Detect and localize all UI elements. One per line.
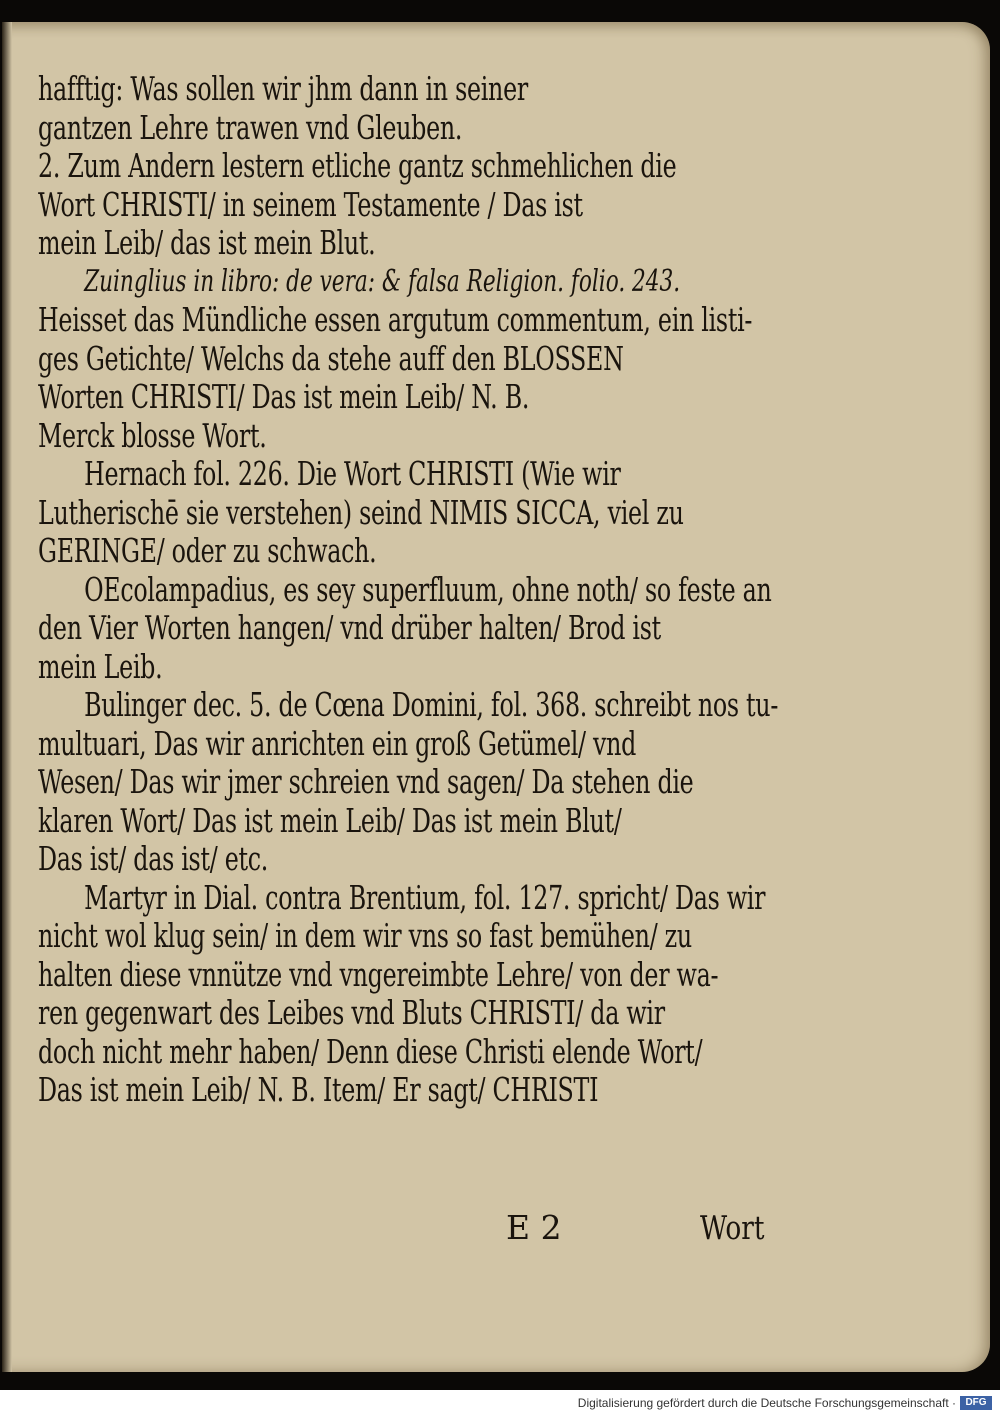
- signature-mark: E 2: [506, 1208, 562, 1247]
- text-line: ren gegenwart des Leibes vnd Bluts CHRISTI/ da wir: [38, 993, 665, 1032]
- text-line: Wesen/ Das wir jmer schreien vnd sagen/ Da stehen die: [38, 762, 694, 801]
- catchword: Wort: [700, 1208, 765, 1247]
- digitization-credit: Digitalisierung gefördert durch die Deutsche Forschungsgemeinschaft ·: [577, 1396, 956, 1410]
- text-line: Merck blosse Wort.: [38, 415, 267, 455]
- text-line: Bulinger dec. 5. de Cœna Domini, fol. 368. schreibt nos tu-: [84, 685, 779, 724]
- text-line: den Vier Worten hangen/ vnd drüber halten/ Brod ist: [38, 608, 661, 647]
- text-line: Heisset das Mündliche essen argutum commentum, ein listi-: [38, 300, 753, 339]
- page-text: [38, 70, 858, 1110]
- text-line: hafftig: Was sollen wir jhm dann in seiner: [38, 69, 528, 108]
- dfg-logo: DFG: [960, 1396, 992, 1410]
- text-line: 2. Zum Andern lestern etliche gantz schmehlichen die: [38, 146, 677, 185]
- text-line: multuari, Das wir anrichten ein groß Getümel/ vnd: [38, 723, 637, 763]
- text-line: nicht wol klug sein/ in dem wir vns so fast bemühen/ zu: [38, 916, 692, 955]
- text-line: Hernach fol. 226. Die Wort CHRISTI (Wie wir: [84, 454, 621, 493]
- text-line: Das ist/ das ist/ etc.: [38, 839, 269, 878]
- text-line: Wort CHRISTI/ in seinem Testamente / Das ist: [38, 184, 583, 224]
- text-line: gantzen Lehre trawen vnd Gleuben.: [38, 107, 463, 147]
- text-line: mein Leib.: [38, 646, 163, 686]
- text-line: mein Leib/ das ist mein Blut.: [38, 223, 376, 262]
- text-line: GERINGE/ oder zu schwach.: [38, 531, 377, 570]
- text-line: halten diese vnnütze vnd vngereimbte Lehre/ von der wa-: [38, 954, 719, 994]
- text-line: klaren Wort/ Das ist mein Leib/ Das ist mein Blut/: [38, 800, 622, 840]
- text-line: Das ist mein Leib/ N. B. Item/ Er sagt/ CHRISTI: [38, 1070, 599, 1109]
- text-line: Zuinglius in libro: de vera: & falsa Religion. folio. 243.: [84, 263, 681, 299]
- text-line: doch nicht mehr haben/ Denn diese Christi elende Wort/: [38, 1031, 703, 1071]
- text-line: OEcolampadius, es sey superfluum, ohne noth/ so feste an: [84, 569, 772, 609]
- text-line: Lutherischē sie verstehen) seind NIMIS SICCA, viel zu: [38, 492, 684, 532]
- text-line: Worten CHRISTI/ Das ist mein Leib/ N. B.: [38, 377, 530, 416]
- page-gutter: [2, 22, 12, 1372]
- text-line: ges Getichte/ Welchs da stehe auff den BLOSSEN: [38, 338, 624, 378]
- text-line: Martyr in Dial. contra Brentium, fol. 127. spricht/ Das wir: [84, 877, 766, 917]
